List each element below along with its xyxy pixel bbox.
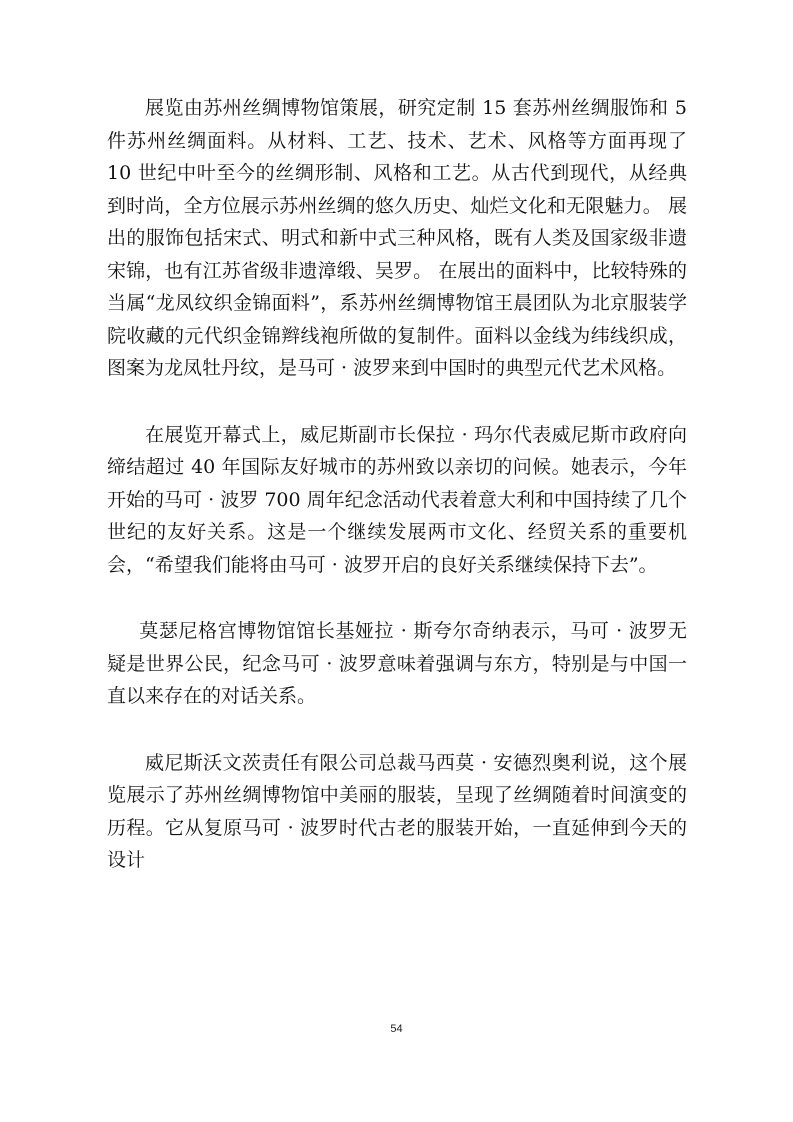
body-text [107,92,687,877]
page-number: 54 [390,1023,403,1035]
paragraph-opening-ceremony: 在展览开幕式上，威尼斯副市长保拉 · 玛尔代表威尼斯市政府向缔结超过 40 年国际友好城市的苏州致以亲切的问候。她表示，今年开始的马可 · 波罗 700 周年纪念活动代表着意大利和中国持续了几个世纪的友好关系。这是一个继续发展两市文化、经贸关系的重要机会，“希望我们能将由马可 · 波罗开启的良好关系继续保持下去”。 [107,423,687,576]
paragraph-company-president: 威尼斯沃文茨责任有限公司总裁马西莫 · 安德烈奥利说，这个展览展示了苏州丝绸博物馆中美丽的服装，呈现了丝绸随着时间演变的历程。它从复原马可 · 波罗时代古老的服装开始，一直延伸到今天的设计 [107,751,687,871]
paragraph-exhibition-intro: 展览由苏州丝绸博物馆策展，研究定制 15 套苏州丝绸服饰和 5 件苏州丝绸面料。从材料、工艺、技术、艺术、风格等方面再现了 10 世纪中叶至今的丝绸形制、风格和工艺。从古代到现代，从经典到时尚，全方位展示苏州丝绸的悠久历史、灿烂文化和无限魅力。 展出的服饰包括宋式、明式和新中式三种风格，既有人类及国家级非遗宋锦，也有江苏省级非遗漳缎、吴罗。 在展出的面料中，比较特殊的当属“龙凤纹织金锦面料”，系苏州丝绸博物馆王晨团队为北京服装学院收藏的元代织金锦辫线袍所做的复制件。面料以金线为纬线织成，图案为龙凤牡丹纹，是马可 · 波罗来到中国时的典型元代艺术风格。 [107,97,687,379]
paragraph-museum-director: 莫瑟尼格宫博物馆馆长基娅拉 · 斯夸尔奇纳表示，马可 · 波罗无疑是世界公民，纪念马可 · 波罗意味着强调与东方，特别是与中国一直以来存在的对话关系。 [107,620,687,707]
